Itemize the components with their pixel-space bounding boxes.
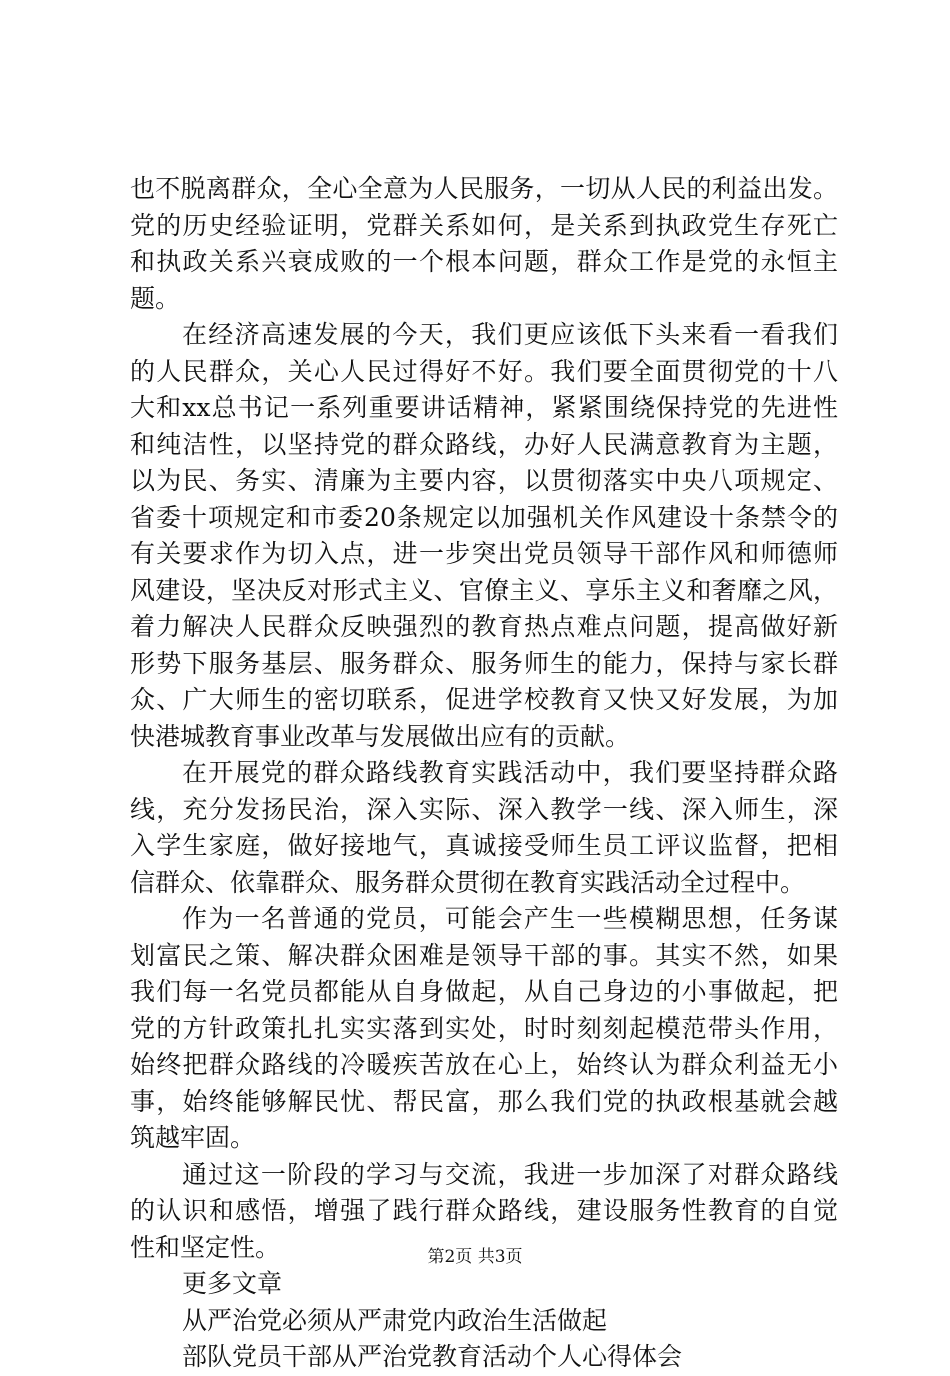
text-line: 我们每一名党员都能从自身做起，从自己身边的小事做起，把 bbox=[130, 977, 838, 1006]
text-line: 形势下服务基层、服务群众、服务师生的能力，保持与家长群 bbox=[130, 648, 838, 678]
text-line: 省委十项规定和市委20条规定以加强机关作风建设十条禁令的 bbox=[130, 502, 838, 532]
text-line: 和执政关系兴衰成败的一个根本问题，群众工作是党的永恒主 bbox=[130, 247, 838, 276]
text-line: 党的方针政策扎扎实实落到实处，时时刻刻起模范带头作用， bbox=[130, 1013, 838, 1043]
text-line: 题。 bbox=[130, 283, 181, 313]
text-line: 快港城教育事业改革与发展做出应有的贡献。 bbox=[130, 721, 631, 751]
paragraph bbox=[130, 755, 838, 901]
text-line: 信群众、依靠群众、服务群众贯彻在教育实践活动全过程中。 bbox=[130, 867, 806, 897]
paragraph bbox=[130, 317, 838, 755]
text-line: 作为一名普通的党员，可能会产生一些模糊思想，任务谋 bbox=[182, 904, 838, 933]
page-number-footer: 第2页 共3页 bbox=[427, 1247, 523, 1267]
text-line: 在开展党的群众路线教育实践活动中，我们要坚持群众路 bbox=[182, 758, 838, 787]
text-line: 在经济高速发展的今天，我们更应该低下头来看一看我们 bbox=[182, 320, 838, 349]
text-line: 划富民之策、解决群众困难是领导干部的事。其实不然，如果 bbox=[130, 940, 838, 970]
text-line: 事，始终能够解民忧、帮民富，那么我们党的执政根基就会越 bbox=[130, 1086, 838, 1116]
text-line: 通过这一阶段的学习与交流，我进一步加深了对群众路线 bbox=[182, 1159, 838, 1189]
article-link[interactable]: 部队党员干部从严治党教育活动个人心得体会 bbox=[182, 1342, 683, 1371]
text-line: 众、广大师生的密切联系，促进学校教育又快又好发展，为加 bbox=[130, 685, 838, 714]
text-line: 筑越牢固。 bbox=[130, 1123, 256, 1152]
text-line: 的人民群众，关心人民过得好不好。我们要全面贯彻党的十八 bbox=[130, 356, 838, 386]
text-line: 的认识和感悟，增强了践行群众路线，建设服务性教育的自觉 bbox=[130, 1196, 838, 1225]
document-body bbox=[130, 171, 838, 1376]
text-line: 党的历史经验证明，党群关系如何，是关系到执政党生存死亡 bbox=[130, 210, 838, 240]
text-line: 性和坚定性。 bbox=[130, 1232, 281, 1262]
paragraph bbox=[130, 901, 838, 1157]
more-articles bbox=[130, 1266, 838, 1376]
text-line: 着力解决人民群众反映强烈的教育热点难点问题，提高做好新 bbox=[130, 612, 838, 641]
text-line: 有关要求作为切入点，进一步突出党员领导干部作风和师德师 bbox=[130, 539, 838, 568]
paragraph bbox=[130, 171, 838, 317]
text-line: 始终把群众路线的冷暖疾苦放在心上，始终认为群众利益无小 bbox=[130, 1050, 838, 1079]
article-link[interactable]: 从严治党必须从严肃党内政治生活做起 bbox=[182, 1305, 608, 1335]
more-articles-heading: 更多文章 bbox=[182, 1269, 283, 1298]
text-line: 风建设，坚决反对形式主义、官僚主义、享乐主义和奢靡之风， bbox=[130, 575, 838, 605]
text-line: 也不脱离群众，全心全意为人民服务，一切从人民的利益出发。 bbox=[130, 174, 838, 203]
text-line: 大和xx总书记一系列重要讲话精神，紧紧围绕保持党的先进性 bbox=[130, 393, 838, 422]
text-line: 以为民、务实、清廉为主要内容，以贯彻落实中央八项规定、 bbox=[130, 466, 838, 495]
text-line: 和纯洁性，以坚持党的群众路线，办好人民满意教育为主题， bbox=[130, 429, 838, 459]
text-line: 线，充分发扬民治，深入实际、深入教学一线、深入师生，深 bbox=[130, 794, 838, 824]
text-line: 入学生家庭，做好接地气，真诚接受师生员工评议监督，把相 bbox=[130, 831, 838, 860]
